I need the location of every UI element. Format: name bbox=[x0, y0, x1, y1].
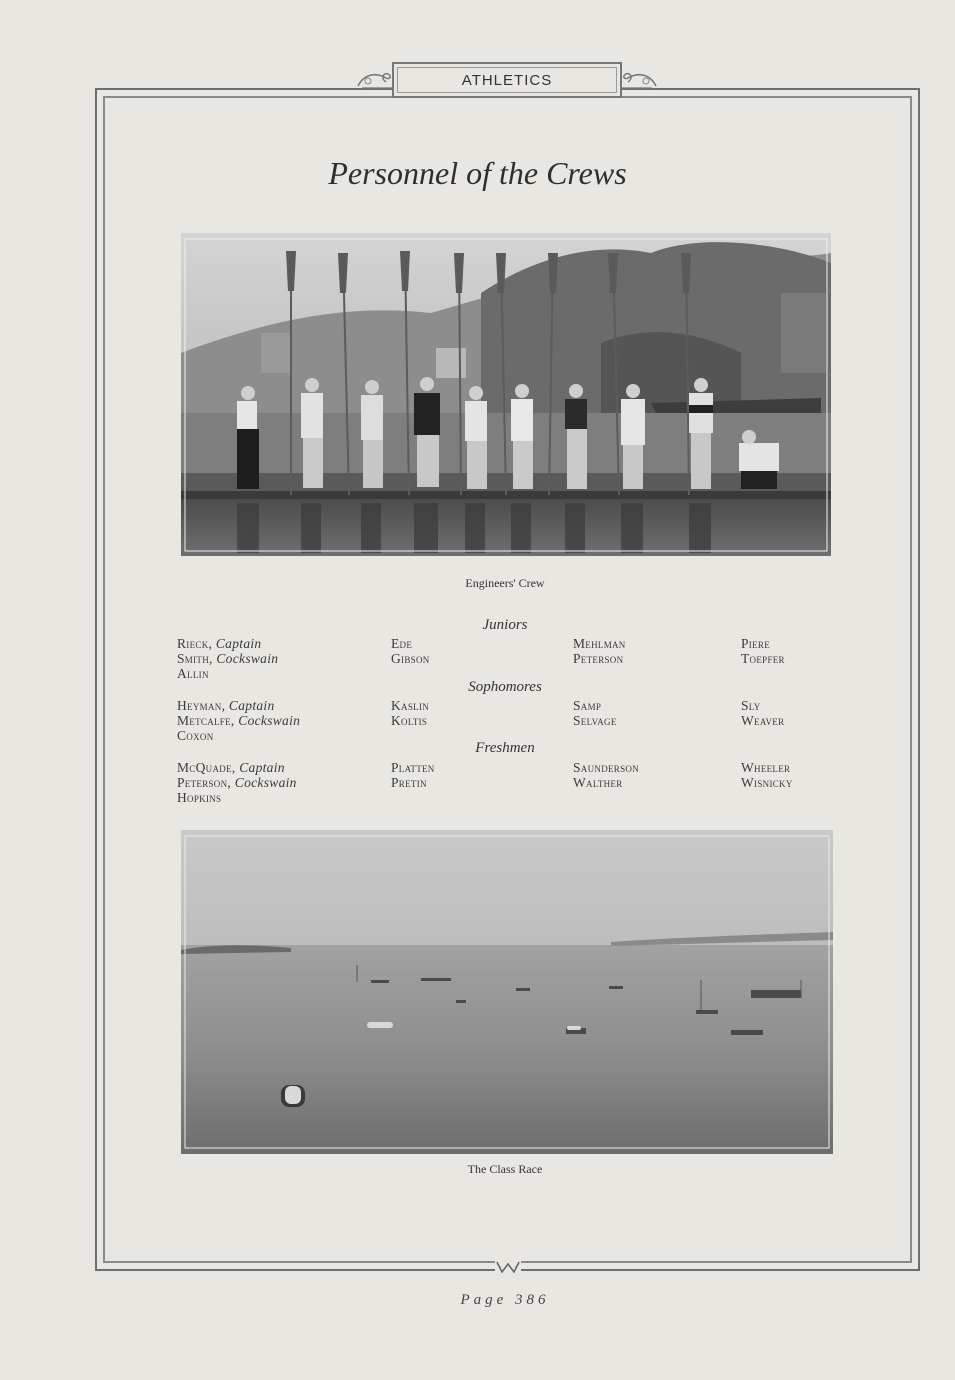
scroll-ornament-right-icon bbox=[620, 66, 658, 92]
roster-entry: Wheeler bbox=[741, 760, 791, 775]
sophomores-column-3 bbox=[573, 698, 617, 728]
sophomores-column-4 bbox=[741, 698, 784, 728]
roster-entry: Koltis bbox=[391, 713, 428, 728]
roster-entry: Allin bbox=[177, 666, 209, 681]
freshmen-column-3 bbox=[573, 760, 639, 790]
group-label-sophomores: Sophomores bbox=[468, 679, 542, 695]
roster-entry: Coxon bbox=[177, 728, 214, 743]
freshmen-column-4 bbox=[741, 760, 793, 790]
page-title: Personnel of the Crews bbox=[328, 155, 627, 191]
roster-entry: Platten bbox=[391, 760, 435, 775]
roster-entry: Piere bbox=[741, 636, 771, 651]
roster-entry: Gibson bbox=[391, 651, 430, 666]
freshmen-column-1 bbox=[177, 760, 297, 805]
roster-entry: McQuade, Captain bbox=[177, 760, 285, 775]
roster-entry: Saunderson bbox=[573, 760, 640, 775]
roster-entry: Smith, Cockswain bbox=[177, 651, 279, 666]
roster-entry: Kaslin bbox=[391, 698, 430, 713]
section-header-label: ATHLETICS bbox=[461, 71, 553, 89]
class-race-photo bbox=[181, 830, 833, 1154]
sophomores-column-2 bbox=[391, 698, 429, 728]
roster-entry: Ede bbox=[391, 636, 413, 651]
w-emblem-icon bbox=[495, 1259, 521, 1275]
roster-entry: Metcalfe, Cockswain bbox=[177, 713, 301, 728]
roster-entry: Heyman, Captain bbox=[177, 698, 275, 713]
roster-entry: Weaver bbox=[741, 713, 785, 728]
roster-entry: Toepfer bbox=[741, 651, 785, 666]
engineers-crew-photo bbox=[181, 233, 831, 556]
juniors-column-3 bbox=[573, 636, 626, 666]
roster-entry: Selvage bbox=[573, 713, 617, 728]
roster-entry: Peterson bbox=[573, 651, 624, 666]
section-header bbox=[392, 62, 622, 98]
juniors-column-2 bbox=[391, 636, 430, 666]
roster-entry: Walther bbox=[573, 775, 623, 790]
roster-entry: Sly bbox=[741, 698, 761, 713]
roster-entry: Rieck, Captain bbox=[177, 636, 262, 651]
class-race-caption: The Class Race bbox=[467, 1162, 543, 1176]
scroll-ornament-left-icon bbox=[356, 66, 394, 92]
freshmen-column-2 bbox=[391, 760, 435, 790]
roster-entry: Wisnicky bbox=[741, 775, 793, 790]
sophomores-column-1 bbox=[177, 698, 300, 743]
group-label-freshmen: Freshmen bbox=[475, 740, 535, 756]
engineers-crew-caption: Engineers' Crew bbox=[465, 576, 545, 590]
juniors-column-1 bbox=[177, 636, 278, 681]
juniors-column-4 bbox=[741, 636, 785, 666]
page-number: Page 386 bbox=[460, 1292, 550, 1308]
group-label-juniors: Juniors bbox=[482, 617, 528, 633]
roster-entry: Mehlman bbox=[573, 636, 626, 651]
roster-entry: Samp bbox=[573, 698, 602, 713]
roster-entry: Hopkins bbox=[177, 790, 222, 805]
roster-entry: Pretin bbox=[391, 775, 427, 790]
roster-entry: Peterson, Cockswain bbox=[177, 775, 297, 790]
